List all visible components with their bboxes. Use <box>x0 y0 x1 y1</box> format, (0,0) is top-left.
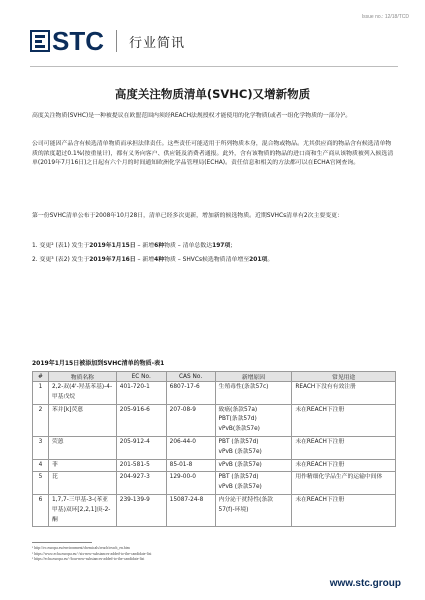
stc-logo-icon <box>30 30 50 52</box>
table-row <box>33 494 396 526</box>
header-rule <box>30 66 398 67</box>
cell-n: 2 <box>33 404 49 436</box>
footnote-3[interactable]: ³ https://echa.europa.eu/-/four-new-substances-added-to-the-candidate-list <box>32 557 145 562</box>
cell-ec: 201-581-5 <box>116 459 166 472</box>
cell-n: 3 <box>33 436 49 459</box>
cell-use: 未在REACH下注册 <box>292 494 396 526</box>
cell-use: REACH下没有有效注册 <box>292 382 396 405</box>
table-caption: 2019年1月15日被添加到SVHC清单的物质-表1 <box>32 360 165 367</box>
col-header-number: # <box>33 372 49 382</box>
document-title: 高度关注物质清单(SVHC)又增新物质 <box>114 87 311 101</box>
col-header-name: 物质名称 <box>48 372 116 382</box>
col-header-use: 常见用途 <box>292 372 396 382</box>
cell-cas: 85-01-8 <box>166 459 215 472</box>
cell-n: 4 <box>33 459 49 472</box>
cell-reason: vPvB (条款57e) <box>215 459 292 472</box>
intro-paragraph: 高度关注物质(SVHC)是一种被提议在欧盟范围内须经REACH法规授权才能使用的化学物质(或者一组化学物质的一部分)¹。 <box>32 113 352 119</box>
cell-ec: 204-927-3 <box>116 472 166 495</box>
footnote-rule <box>32 542 92 543</box>
header-divider <box>116 30 117 52</box>
footnote-2[interactable]: ² https://www.echa.europa.eu/-/six-new-substances-added-to-the-candidate-list <box>32 551 152 556</box>
col-header-cas: CAS No. <box>166 372 215 382</box>
cell-use: 未在REACH下注册 <box>292 436 396 459</box>
col-header-ec: EC No. <box>116 372 166 382</box>
cell-n: 6 <box>33 494 49 526</box>
cell-n: 5 <box>33 472 49 495</box>
col-header-reason: 新增原因 <box>215 372 292 382</box>
footnote-1[interactable]: ¹ http://ec.europa.eu/environment/chemicals/reach/reach_en.htm <box>32 546 130 550</box>
table-row <box>33 436 396 459</box>
cell-cas: 15087-24-8 <box>166 494 215 526</box>
cell-ec: 239-139-9 <box>116 494 166 526</box>
footer-website-link[interactable]: www.stc.group <box>329 578 401 589</box>
cell-ec: 205-916-6 <box>116 404 166 436</box>
cell-use: 未在REACH下注册 <box>292 404 396 436</box>
table-row <box>33 459 396 472</box>
issue-number: Issue no.: 12/18/TCD <box>361 14 409 20</box>
cell-name: 2,2-双(4'-羟基苯基)-4-甲基戊烷 <box>48 382 116 405</box>
cell-use: 未在REACH下注册 <box>292 459 396 472</box>
cell-name: 苯并[k]荧蒽 <box>48 404 116 436</box>
table-row <box>33 382 396 405</box>
cell-reason: PBT (条款57d) vPvB (条款57e) <box>215 472 292 495</box>
cell-reason: 致癌(条款57a) PBT(条款57d) vPvB(条款57e) <box>215 404 292 436</box>
table-header-row <box>33 372 396 382</box>
cell-name: 菲 <box>48 459 116 472</box>
table-row <box>33 404 396 436</box>
change-item-2: 2. 变更³ (表2) 发生于2019年7月16日 – 新增4种物质 – SHVCs候选物质清单增至201项。 <box>32 257 274 263</box>
liability-paragraph: 公司可能因产品含有候选清单物质而承担法律责任。这些责任可能适用于所列物质本身，混合物或物品。尤其供应商的物品含有候选清单物质的浓度超过0.1%(按重量计)，都有义务向客户、供应链及消费者通报。此外，含有该物质的物品的进口商和生产商从该物质被列入候选清单(2019年7月16日)之日起有六个月的时间通知欧洲化学品管理局(ECHA)。责任信息和相关的方法都可以在ECHA官网查询。 <box>32 141 394 166</box>
svhc-table <box>32 371 396 527</box>
logo-text: STC <box>52 26 104 56</box>
cell-name: 芘 <box>48 472 116 495</box>
cell-ec: 205-912-4 <box>116 436 166 459</box>
change-item-1: 1. 变更² (表1) 发生于2019年1月15日 – 新增6种物质 – 清单总数达197项； <box>32 243 237 249</box>
cell-use: 用作精细化学品生产的运输中间体 <box>292 472 396 495</box>
header-title: 行业简讯 <box>129 35 186 51</box>
cell-ec: 401-720-1 <box>116 382 166 405</box>
cell-cas: 6807-17-6 <box>166 382 215 405</box>
cell-name: 1,7,7-三甲基-3-(苯亚甲基)双环[2,2,1]庚-2-酮 <box>48 494 116 526</box>
cell-reason: 生殖毒性(条款57c) <box>215 382 292 405</box>
footnotes <box>32 546 151 563</box>
cell-reason: PBT (条款57d) vPvB (条款57e) <box>215 436 292 459</box>
cell-cas: 207-08-9 <box>166 404 215 436</box>
page-header <box>30 26 410 56</box>
cell-name: 荧蒽 <box>48 436 116 459</box>
cell-reason: 内分泌干扰特性(条款57(f)-环境) <box>215 494 292 526</box>
cell-cas: 129-00-0 <box>166 472 215 495</box>
table-row <box>33 472 396 495</box>
history-paragraph: 第一份SVHC清单公布于2008年10月28日，清单已经多次更新，增加新的候选物质。近期SVHCs清单有2次主要变更： <box>32 213 343 219</box>
cell-n: 1 <box>33 382 49 405</box>
cell-cas: 206-44-0 <box>166 436 215 459</box>
